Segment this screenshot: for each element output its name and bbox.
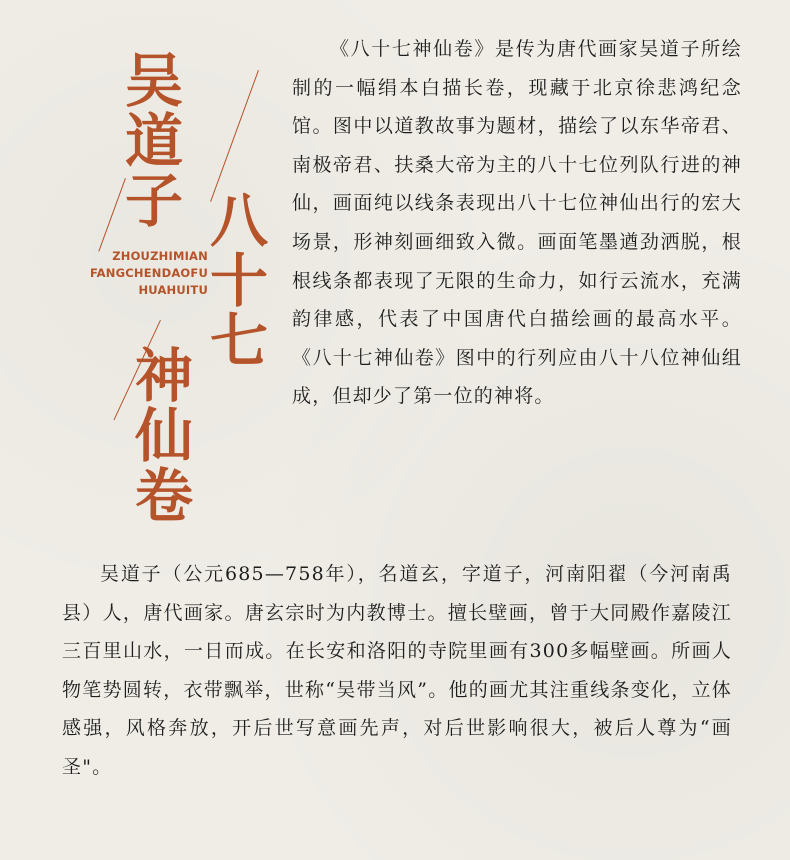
decorative-slash-upper-right <box>210 70 259 202</box>
title-eighty-seven: 八十七 <box>200 190 268 370</box>
title-immortals-scroll: 神仙卷 <box>125 345 193 525</box>
title-wu-daozi: 吴道子 <box>115 50 183 230</box>
title-block <box>0 0 290 540</box>
pinyin-line-3: HUAHUITU <box>138 283 208 297</box>
intro-paragraph: 《八十七神仙卷》是传为唐代画家吴道子所绘制的一幅绢本白描长卷，现藏于北京徐悲鸿纪念馆。图中以道教故事为题材，描绘了以东华帝君、南极帝君、扶桑大帝为主的八十七位列队行进的神仙，画面纯以线条表现出八十七位神仙出行的宏大场景，形神刻画细致入微。画面笔墨遒劲洒脱，根根线条都表现了无限的生命力，如行云流水，充满韵律感，代表了中国唐代白描绘画的最高水平。《八十七神仙卷》图中的行列应由八十八位神仙组成，但却少了第一位的神将。 <box>292 38 742 408</box>
pinyin-line-2: FANGCHENDAOFU <box>89 266 208 280</box>
pinyin-subtitle <box>40 248 208 299</box>
bio-paragraph: 吴道子（公元685—758年），名道玄，字道子，河南阳翟（今河南禹县）人，唐代画家。唐玄宗时为内教博士。擅长壁画，曾于大同殿作嘉陵江三百里山水，一日而成。在长安和洛阳的寺院里画有300多幅壁画。所画人物笔势圆转，衣带飘举，世称“吴带当风”。他的画尤其注重线条变化，立体感强，风格奔放，开后世写意画先声，对后世影响很大，被后人尊为“画圣"。 <box>62 563 732 778</box>
pinyin-line-1: ZHOUZHIMIAN <box>112 249 208 263</box>
